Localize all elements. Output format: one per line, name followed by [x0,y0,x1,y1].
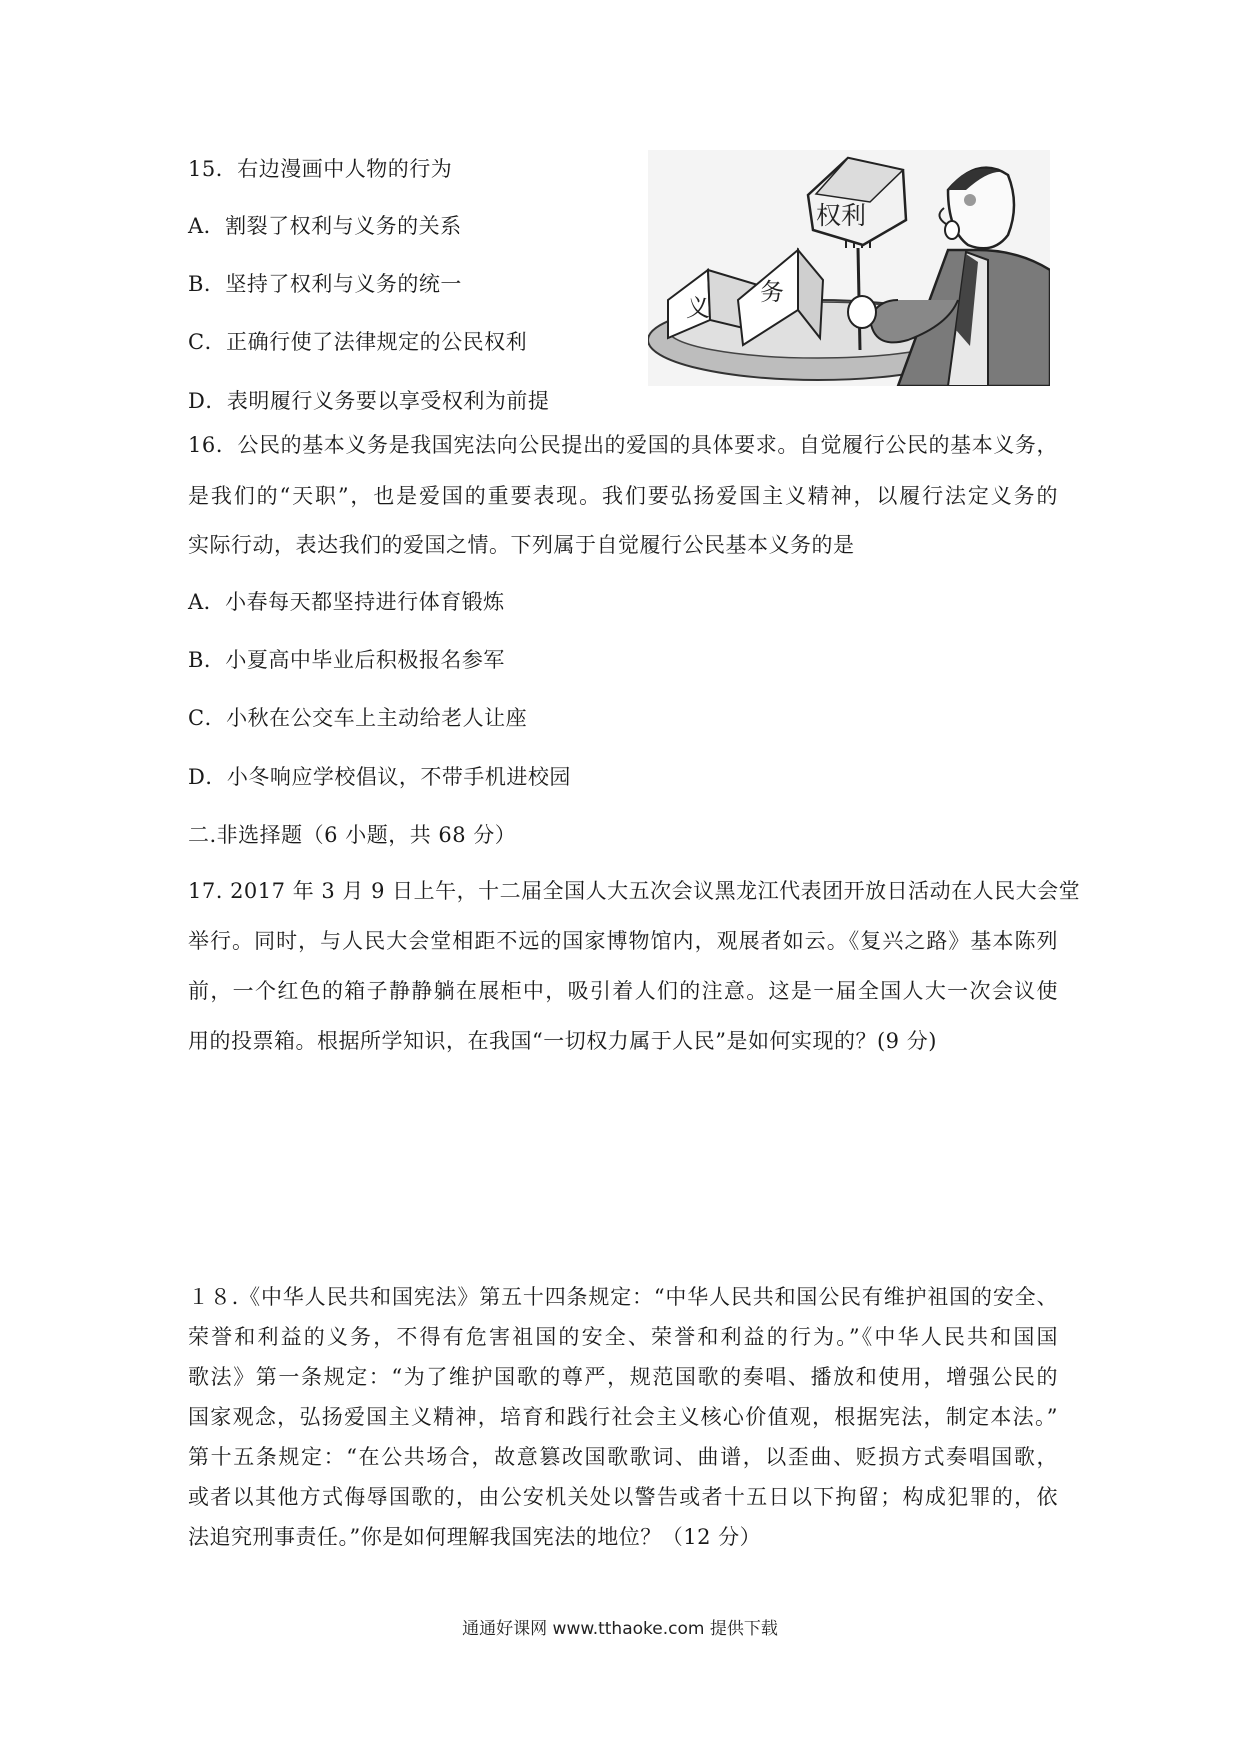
q18-line-5: 第十五条规定：“在公共场合，故意篡改国歌歌词、曲谱，以歪曲、贬损方式奏唱国歌， [188,1445,1058,1469]
q18-line-1: １８.《中华人民共和国宪法》第五十四条规定：“中华人民共和国公民有维护祖国的安全、 [188,1285,1058,1309]
q15-stem: 15．右边漫画中人物的行为 [188,157,453,181]
q16-stem-line-1: 16．公民的基本义务是我国宪法向公民提出的爱国的具体要求。自觉履行公民的基本义务， [188,433,1058,457]
section-heading: 二.非选择题（6 小题，共 68 分） [188,823,517,847]
q17-line-4: 用的投票箱。根据所学知识，在我国“一切权力属于人民”是如何实现的？(9 分) [188,1029,937,1053]
page-footer: 通通好课网 www.tthaoke.com 提供下载 [462,1619,778,1639]
q18-line-3: 歌法》第一条规定：“为了维护国歌的尊严，规范国歌的奏唱、播放和使用，增强公民的 [188,1365,1058,1389]
q15-option-b: B．坚持了权利与义务的统一 [188,272,462,296]
q16-option-a: A．小春每天都坚持进行体育锻炼 [188,590,505,614]
q16-stem-line-2: 是我们的“天职”，也是爱国的重要表现。我们要弘扬爱国主义精神，以履行法定义务的 [188,484,1058,508]
q15-option-c: C．正确行使了法律规定的公民权利 [188,330,528,354]
q16-option-d: D．小冬响应学校倡议，不带手机进校园 [188,765,571,789]
q18-line-4: 国家观念，弘扬爱国主义精神，培育和践行社会主义核心价值观，根据宪法，制定本法。” [188,1405,1058,1429]
q18-line-6: 或者以其他方式侮辱国歌的，由公安机关处以警告或者十五日以下拘留；构成犯罪的，依 [188,1485,1058,1509]
q16-option-c: C．小秋在公交车上主动给老人让座 [188,706,528,730]
q15-option-d: D．表明履行义务要以享受权利为前提 [188,389,550,413]
cartoon-illustration [648,150,1050,386]
q16-stem-line-3: 实际行动，表达我们的爱国之情。下列属于自觉履行公民基本义务的是 [188,533,855,557]
cartoon-label-wu: 务 [760,278,784,306]
q17-line-2: 举行。同时，与人民大会堂相距不远的国家博物馆内，观展者如云。《复兴之路》基本陈列 [188,929,1058,953]
q15-option-a: A．割裂了权利与义务的关系 [188,214,462,238]
q18-line-2: 荣誉和利益的义务，不得有危害祖国的安全、荣誉和利益的行为。”《中华人民共和国国 [188,1325,1058,1349]
cartoon-label-rights: 权利 [816,201,867,230]
q17-line-1: 17. 2017 年 3 月 9 日上午，十二届全国人大五次会议黑龙江代表团开放日活动在人民大会堂 [188,879,1081,903]
q18-line-7: 法追究刑事责任。”你是如何理解我国宪法的地位？（12 分） [188,1525,762,1549]
q17-line-3: 前，一个红色的箱子静静躺在展柜中，吸引着人们的注意。这是一届全国人大一次会议使 [188,979,1058,1003]
q16-option-b: B．小夏高中毕业后积极报名参军 [188,648,505,672]
cartoon-label-yi: 义 [686,294,710,322]
